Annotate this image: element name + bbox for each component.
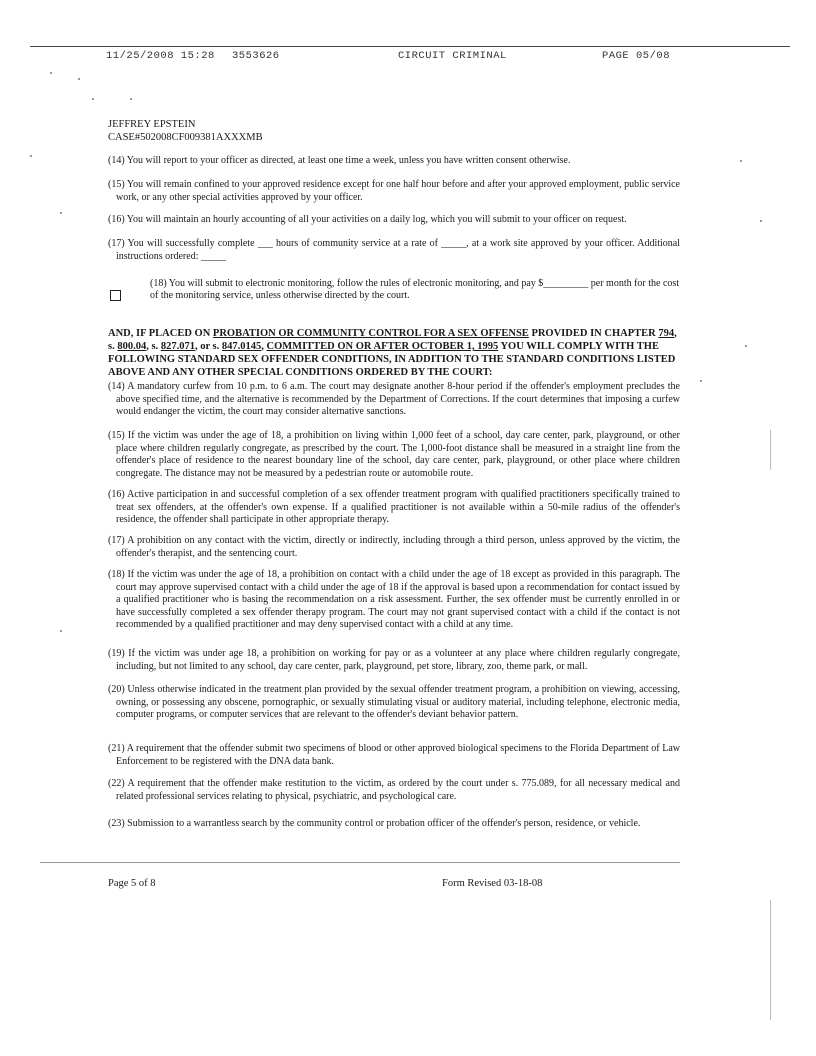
scan-speck [760,220,762,222]
footer-rule [40,862,680,863]
condition-15: (15) You will remain confined to your approved residence except for one half hour before and after your approved employment, public service work, or any other special activities approved by your officer. [108,179,680,203]
scan-speck [745,345,747,347]
scan-speck [30,155,32,157]
fax-department: CIRCUIT CRIMINAL [398,50,507,62]
sex-condition-14: (14) A mandatory curfew from 10 p.m. to 6 a.m. The court may designate another 8-hour period if the offender's employment precludes the above specified time, and the alternative is recommended by the Department of Corrections. If the court determines that imposing a curfew would endanger the victim, the court may consider alternative sanctions. [108,381,680,417]
case-number: CASE#502008CF009381AXXXMB [108,132,263,143]
scan-artifact-line [770,900,771,1020]
scan-speck [78,78,80,80]
monitoring-checkbox[interactable] [110,290,121,301]
scan-artifact-line [770,430,771,470]
sex-condition-20: (20) Unless otherwise indicated in the treatment plan provided by the sexual offender treatment program, a prohibition on viewing, accessing, owning, or possessing any obscene, pornographic, or sexually stimulating visual or auditory material, including telephone, electronic media, computer programs, or computer services that are relevant to the offender's deviant behavior pattern. [108,684,680,720]
scan-speck [740,160,742,162]
sex-condition-16: (16) Active participation in and successful completion of a sex offender treatment program with qualified practitioners specifically trained to treat sex offenders, at the offender's own expense. If a qualified practitioner is not available within a 50-mile radius of the offender's residence, the offender shall participate in other appropriate therapy. [108,489,680,525]
sex-condition-17: (17) A prohibition on any contact with the victim, directly or indirectly, including through a third person, unless approved by the victim, the offender's therapist, and the sentencing court. [108,535,680,559]
fax-page: PAGE 05/08 [602,50,671,62]
sex-condition-19: (19) If the victim was under age 18, a prohibition on working for pay or as a volunteer at any place where children regularly congregate, including, but not limited to any school, day care center, park, playground, pet store, library, zoo, theme park, or mall. [108,648,680,672]
scan-speck [700,380,702,382]
fax-datetime: 11/25/2008 15:28 [106,50,215,62]
fax-number: 3553626 [232,50,280,62]
fax-header-rule [30,46,790,47]
condition-14: (14) You will report to your officer as directed, at least one time a week, unless you have written consent otherwise. [108,155,571,166]
scan-speck [60,212,62,214]
scan-speck [92,98,94,100]
defendant-name: JEFFREY EPSTEIN [108,119,196,130]
condition-16: (16) You will maintain an hourly accounting of all your activities on a daily log, which you will submit to your officer on request. [108,214,627,225]
sex-offense-intro: AND, IF PLACED ON PROBATION OR COMMUNITY CONTROL FOR A SEX OFFENSE PROVIDED IN CHAPTER 794, s. 800.04, s. 827.071, or s. 847.0145, COMMITTED ON OR AFTER OCTOBER 1, 1995 YOU WILL COMPLY WITH THE FOLLOWING STANDARD SEX OFFENDER CONDITIONS, IN ADDITION TO THE STANDARD CONDITIONS LISTED ABOVE AND ANY OTHER SPECIAL CONDITIONS ORDERED BY THE COURT: [108,328,677,378]
form-revision: Form Revised 03-18-08 [442,878,543,889]
scan-speck [130,98,132,100]
page-number: Page 5 of 8 [108,878,156,889]
sex-condition-21: (21) A requirement that the offender submit two specimens of blood or other approved biological specimens to the Florida Department of Law Enforcement to be registered with the DNA data bank. [108,743,680,767]
condition-18-monitoring: (18) You will submit to electronic monitoring, follow the rules of electronic monitoring, and pay $_________ per month for the cost of the monitoring service, unless otherwise directed by the court. [150,278,680,301]
sex-condition-15: (15) If the victim was under the age of 18, a prohibition on living within 1,000 feet of a school, day care center, park, playground, or other place where children regularly congregate, as prescribed by the court. The 1,000-foot distance shall be measured in a straight line from the offender's place of residence to the nearest boundary line of the school, day care center, park, playground, or other place where children congregate. The distance may not be measured by a pedestrian route or automobile route. [108,430,680,479]
scan-speck [60,630,62,632]
sex-condition-18: (18) If the victim was under the age of 18, a prohibition on contact with a child under the age of 18 except as provided in this paragraph. The court may approve supervised contact with a child under the age of 18 if the approval is based upon a recommendation for contact issued by a qualified practitioner who is basing the recommendation on a risk assessment. Further, the sex offender must be currently enrolled in or have successfully completed a sex offender therapy program. The court may not grant supervised contact with a child if the contact is not recommended by a qualified practitioner and may deny supervised contact with a child at any time. [108,569,680,630]
condition-17: (17) You will successfully complete ___ hours of community service at a rate of _____, at a work site approved by your officer. Additional instructions ordered: _____ [108,238,680,262]
scan-speck [50,72,52,74]
sex-condition-22: (22) A requirement that the offender make restitution to the victim, as ordered by the court under s. 775.089, for all necessary medical and related professional services relating to physical, psychiatric, and psychological care. [108,778,680,802]
sex-condition-23: (23) Submission to a warrantless search by the community control or probation officer of the offender's person, residence, or vehicle. [108,818,641,829]
